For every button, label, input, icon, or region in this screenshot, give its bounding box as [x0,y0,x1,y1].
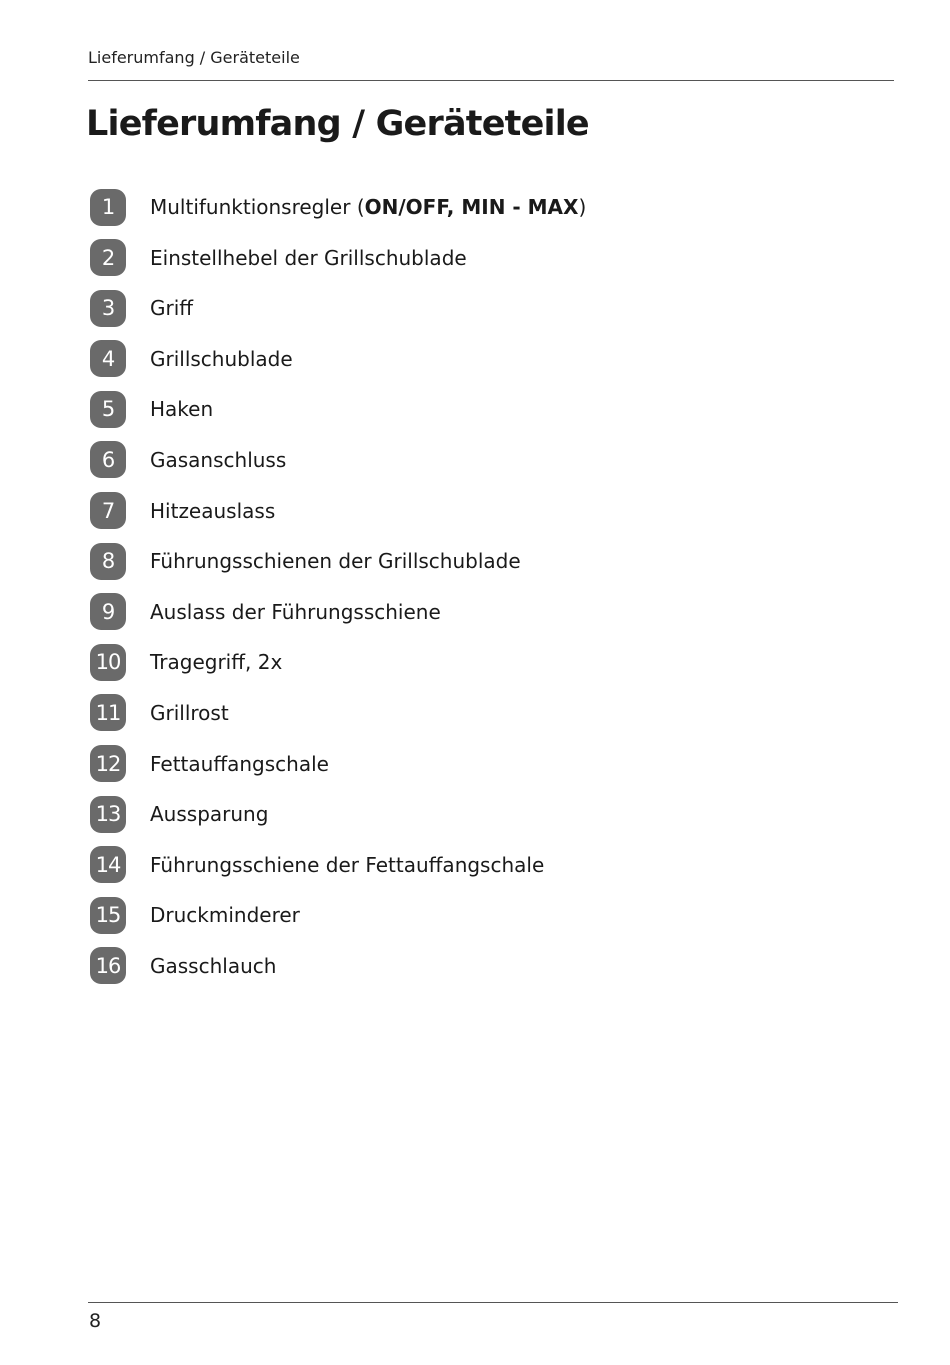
part-label: Führungsschienen der Grillschublade [150,549,521,574]
part-label: Hitzeauslass [150,498,276,523]
part-number-badge: 5 [90,391,126,428]
parts-list [90,188,586,998]
part-item-9 [90,593,586,631]
part-label: Führungsschiene der Fettauffangschale [150,852,545,877]
part-item-3 [90,289,586,327]
part-item-7 [90,492,586,530]
part-label-text: Multifunktionsregler ( [150,195,365,219]
part-item-13 [90,795,586,833]
footer-divider [88,1302,898,1303]
part-item-16 [90,947,586,985]
part-label-bold: ON/OFF, MIN - MAX [364,195,579,219]
part-label: Gasschlauch [150,953,277,978]
part-item-2 [90,239,586,277]
part-label: Haken [150,397,214,422]
part-item-5 [90,390,586,428]
part-number-badge: 12 [90,745,126,782]
part-number-badge: 2 [90,239,126,276]
part-number-badge: 3 [90,290,126,327]
part-number-badge: 1 [90,189,126,226]
part-label: Tragegriff, 2x [150,650,283,675]
part-number-badge: 8 [90,543,126,580]
page-number: 8 [89,1310,102,1332]
part-item-12 [90,745,586,783]
part-label-suffix: ) [578,195,587,219]
part-label: Einstellhebel der Grillschublade [150,245,467,270]
part-label: Grillrost [150,700,229,725]
part-label: Griff [150,296,194,321]
part-item-15 [90,896,586,934]
part-number-badge: 6 [90,441,126,478]
part-label: Auslass der Führungsschiene [150,599,441,624]
part-number-badge: 16 [90,947,126,984]
part-label [150,195,586,219]
part-label: Aussparung [150,802,269,827]
part-number-badge: 13 [90,796,126,833]
part-label: Fettauffangschale [150,751,329,776]
header-divider [88,80,894,81]
part-number-badge: 14 [90,846,126,883]
part-item-11 [90,694,586,732]
part-item-1 [90,188,586,226]
part-item-14 [90,846,586,884]
part-label: Grillschublade [150,346,293,371]
part-label: Gasanschluss [150,447,287,472]
page-title: Lieferumfang / Geräteteile [86,104,589,144]
part-item-4 [90,340,586,378]
part-item-10 [90,643,586,681]
part-item-8 [90,542,586,580]
part-number-badge: 10 [90,644,126,681]
part-label: Druckminderer [150,903,300,928]
part-item-6 [90,441,586,479]
part-number-badge: 7 [90,492,126,529]
part-number-badge: 9 [90,593,126,630]
part-number-badge: 15 [90,897,126,934]
part-number-badge: 4 [90,340,126,377]
part-number-badge: 11 [90,694,126,731]
running-head: Lieferumfang / Geräteteile [88,48,300,67]
